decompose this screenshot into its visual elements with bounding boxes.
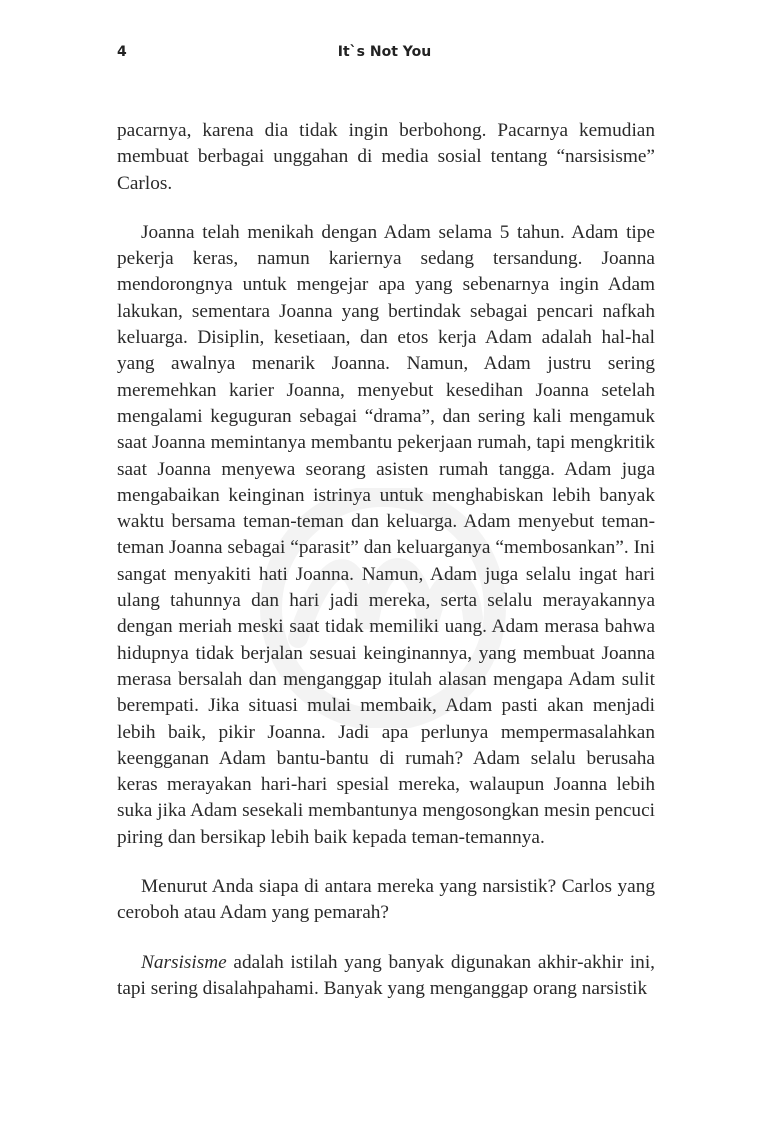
paragraph-4-text: adalah istilah yang banyak digunakan akhir-akhir ini, tapi sering disalahpahami. Banyak yang menganggap orang narsistik [117, 951, 655, 999]
page-header [117, 44, 652, 68]
running-title: It`s Not You [337, 44, 432, 60]
page-number: 4 [117, 44, 127, 60]
paragraph-1: pacarnya, karena dia tidak ingin berbohong. Pacarnya kemudian membuat berbagai unggahan di media sosial tentang “narsisisme” Carlos. [117, 120, 655, 194]
body-text [117, 118, 655, 1025]
paragraph-4 [117, 950, 655, 1003]
paragraph-2: Joanna telah menikah dengan Adam selama 5 tahun. Adam tipe pekerja keras, namun kariernya sedang tersandung. Joanna mendorongnya untuk mengejar apa yang sebenarnya ingin Adam lakukan, sementara Joanna yang bertindak sebagai pencari nafkah keluarga. Disiplin, kesetiaan, dan etos kerja Adam adalah hal-hal yang awalnya menarik Joanna. Namun, Adam justru sering meremehkan karier Joanna, menyebut kesedihan Joanna setelah mengalami keguguran sebagai “drama”, dan sering kali mengamuk saat Joanna memintanya membantu pekerjaan rumah, tapi mengkritik saat Joanna menyewa seorang asisten rumah tangga. Adam juga mengabaikan keinginan istrinya untuk menghabiskan lebih banyak waktu bersama teman-teman dan keluarga. Adam menyebut teman-teman Joanna sebagai “parasit” dan keluarganya “membosankan”. Ini sangat menyakiti hati Joanna. Namun, Adam juga selalu ingat hari ulang tahunnya dan hari jadi mereka, serta selalu merayakannya dengan meriah meski saat tidak memiliki uang. Adam merasa bahwa hidupnya tidak berjalan sesuai keinginannya, yang membuat Joanna merasa bersalah dan menganggap itulah alasan mengapa Adam sulit berempati. Jika situasi mulai membaik, Adam pasti akan menjadi lebih baik, pikir Joanna. Jadi apa perlunya mempermasalahkan keengganan Adam bantu-bantu di rumah? Adam selalu berusaha keras merayakan hari-hari spesial mereka, walaupun Joanna lebih suka jika Adam sesekali membantunya mengosongkan mesin pencuci piring dan bersikap lebih baik kepada teman-temannya. [117, 221, 655, 848]
paragraph-3: Menurut Anda siapa di antara mereka yang narsistik? Carlos yang ceroboh atau Adam yang pemarah? [117, 876, 655, 924]
italic-term: Narsisisme [141, 951, 227, 973]
